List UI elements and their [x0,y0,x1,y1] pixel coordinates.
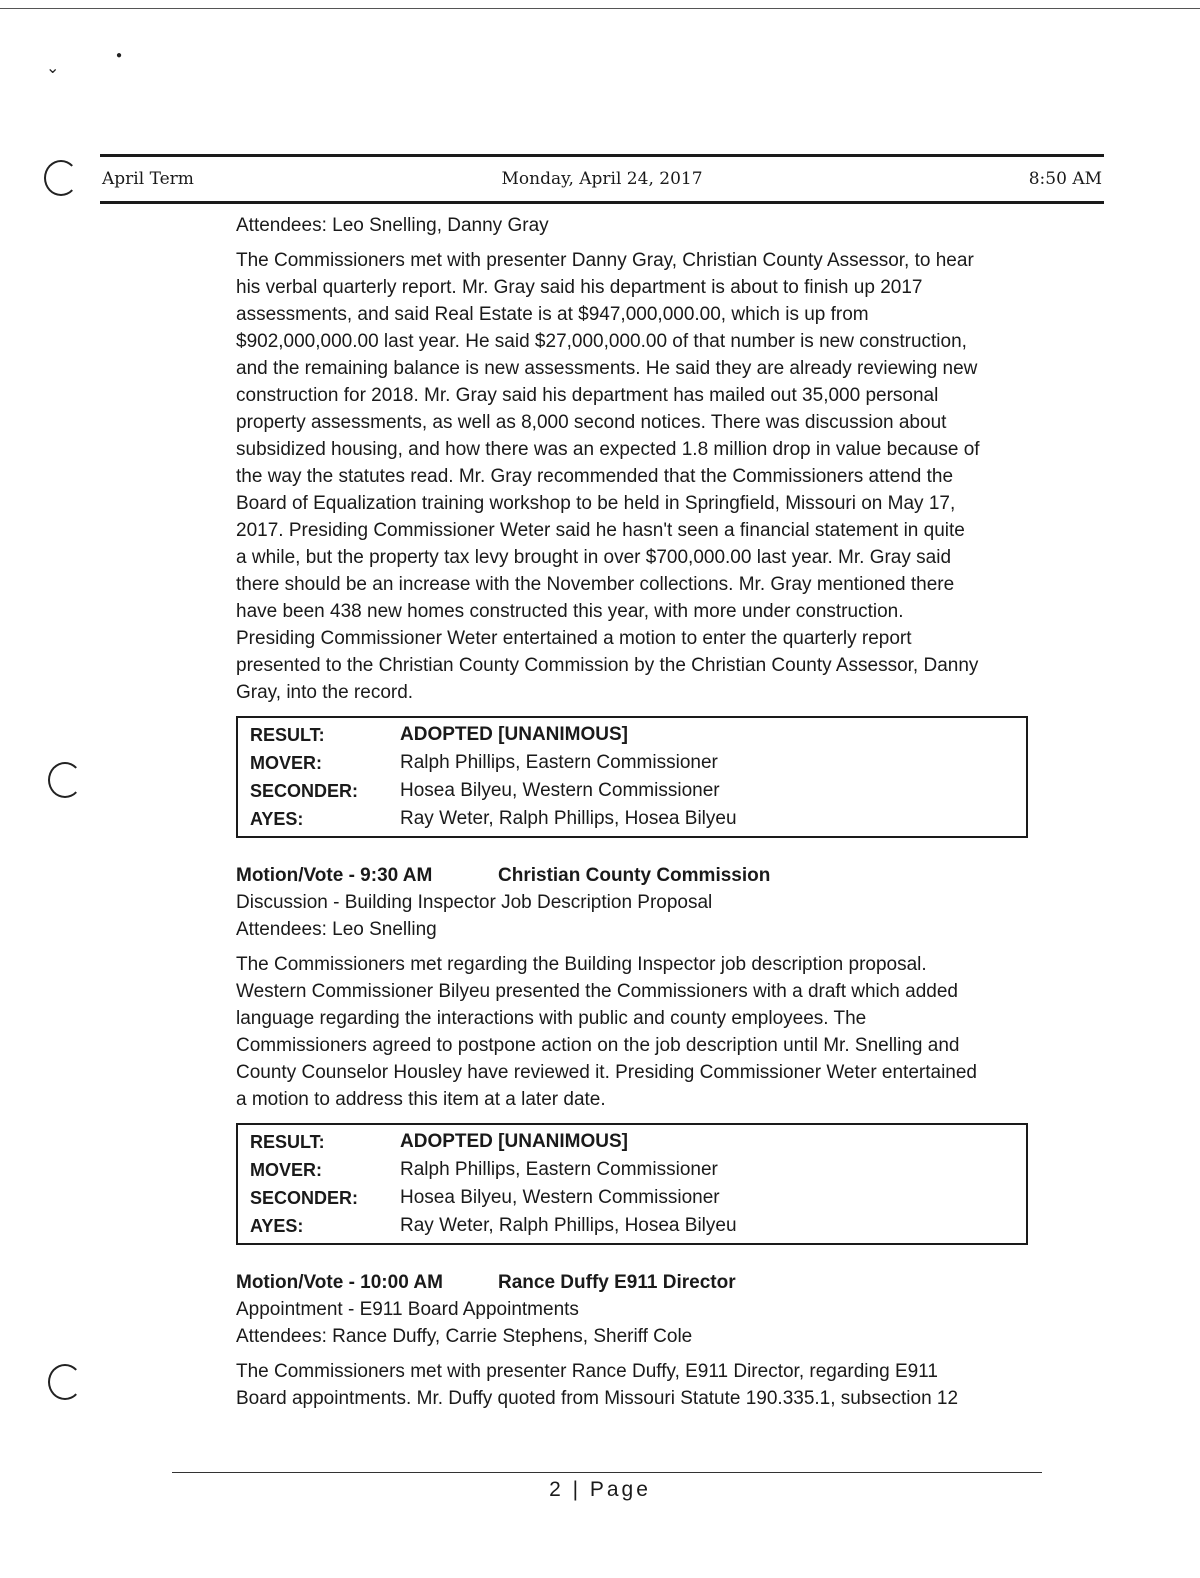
agenda-item-time: Motion/Vote - 10:00 AM [236,1272,443,1293]
paragraph [236,951,1036,1113]
text-line: construction for 2018. Mr. Gray said his department has mailed out 35,000 personal [236,385,939,406]
text-line: Western Commissioner Bilyeu presented the Commissioners with a draft which added [236,981,958,1002]
text-line: Board of Equalization training workshop to be held in Springfield, Missouri on May 17, [236,493,956,514]
vote-ayes: Ray Weter, Ralph Phillips, Hosea Bilyeu [400,808,737,829]
scan-mark: ⌄ [46,60,60,77]
text-line: have been 438 new homes constructed this year, with more under construction. [236,601,904,622]
vote-label: AYES: [250,809,304,829]
text-line: Gray, into the record. [236,682,414,703]
vote-mover: Ralph Phillips, Eastern Commissioner [400,752,718,773]
vote-label: SECONDER: [250,781,359,801]
vote-seconder: Hosea Bilyeu, Western Commissioner [400,1187,720,1208]
text-line: subsidized housing, and how there was an expected 1.8 million drop in value because of [236,439,980,460]
attendees: Attendees: Rance Duffy, Carrie Stephens, Sheriff Cole [236,1326,693,1347]
vote-label: MOVER: [250,1160,322,1180]
text-line: The Commissioners met with presenter Danny Gray, Christian County Assessor, to hear [236,250,974,271]
minutes-body [236,212,1036,1420]
attendees: Attendees: Leo Snelling, Danny Gray [236,215,549,236]
scan-dot: ● [116,50,123,61]
agenda-item-heading [236,862,1036,889]
vote-label: SECONDER: [250,1188,359,1208]
text-line: there should be an increase with the November collections. Mr. Gray mentioned there [236,574,955,595]
text-line: 2017. Presiding Commissioner Weter said he hasn't seen a financial statement in quite [236,520,965,541]
paragraph [236,1358,1036,1412]
vote-label: RESULT: [250,1132,325,1152]
attendees: Attendees: Leo Snelling [236,919,437,940]
text-line: County Counselor Housley have reviewed it. Presiding Commissioner Weter entertained [236,1062,977,1083]
text-line: a while, but the property tax levy brought in over $700,000.00 last year. Mr. Gray said [236,547,952,568]
text-line: property assessments, as well as 8,000 second notices. There was discussion about [236,412,947,433]
text-line: the way the statutes read. Mr. Gray recommended that the Commissioners attend the [236,466,954,487]
text-line: Commissioners agreed to postpone action on the job description until Mr. Snelling and [236,1035,960,1056]
scan-top-edge [0,8,1200,9]
agenda-item-title: Rance Duffy E911 Director [498,1272,736,1293]
meeting-date: Monday, April 24, 2017 [501,169,703,189]
text-line: his verbal quarterly report. Mr. Gray said his department is about to finish up 2017 [236,277,923,298]
footer-rule [172,1472,1042,1473]
text-line: a motion to address this item at a later date. [236,1089,606,1110]
term-label: April Term [102,169,194,189]
meeting-time: 8:50 AM [1028,169,1102,189]
page-number: 2 | Page [549,1478,651,1501]
text-line: language regarding the interactions with public and county employees. The [236,1008,867,1029]
vote-result: ADOPTED [UNANIMOUS] [400,1131,628,1152]
text-line: The Commissioners met with presenter Rance Duffy, E911 Director, regarding E911 [236,1361,938,1382]
vote-row-result [250,721,1014,749]
vote-label: RESULT: [250,725,325,745]
vote-row-seconder [250,1184,1014,1212]
vote-label: MOVER: [250,753,322,773]
vote-row-result [250,1128,1014,1156]
text-line: assessments, and said Real Estate is at $947,000,000.00, which is up from [236,304,869,325]
vote-result-table [236,1123,1028,1245]
vote-mover: Ralph Phillips, Eastern Commissioner [400,1159,718,1180]
text-line: presented to the Christian County Commission by the Christian County Assessor, Danny [236,655,979,676]
page-header [100,154,1104,204]
vote-row-ayes [250,805,1014,833]
vote-row-seconder [250,777,1014,805]
text-line: Presiding Commissioner Weter entertained a motion to enter the quarterly report [236,628,912,649]
text-line: The Commissioners met regarding the Building Inspector job description proposal. [236,954,927,975]
vote-result: ADOPTED [UNANIMOUS] [400,724,628,745]
binder-hole-icon [48,762,82,798]
agenda-item-time: Motion/Vote - 9:30 AM [236,865,433,886]
vote-row-mover [250,749,1014,777]
text-line: Board appointments. Mr. Duffy quoted from Missouri Statute 190.335.1, subsection 12 [236,1388,959,1409]
appointment-topic: Appointment - E911 Board Appointments [236,1299,579,1320]
vote-result-table [236,716,1028,838]
vote-row-ayes [250,1212,1014,1240]
vote-label: AYES: [250,1216,304,1236]
binder-hole-icon [48,1364,82,1400]
agenda-item-title: Christian County Commission [498,865,771,886]
vote-row-mover [250,1156,1014,1184]
vote-seconder: Hosea Bilyeu, Western Commissioner [400,780,720,801]
vote-ayes: Ray Weter, Ralph Phillips, Hosea Bilyeu [400,1215,737,1236]
text-line: $902,000,000.00 last year. He said $27,000,000.00 of that number is new construction, [236,331,967,352]
agenda-item-heading [236,1269,1036,1296]
binder-hole-icon [44,160,78,196]
paragraph [236,247,1036,706]
text-line: and the remaining balance is new assessments. He said they are already reviewing new [236,358,978,379]
discussion-topic: Discussion - Building Inspector Job Description Proposal [236,892,713,913]
